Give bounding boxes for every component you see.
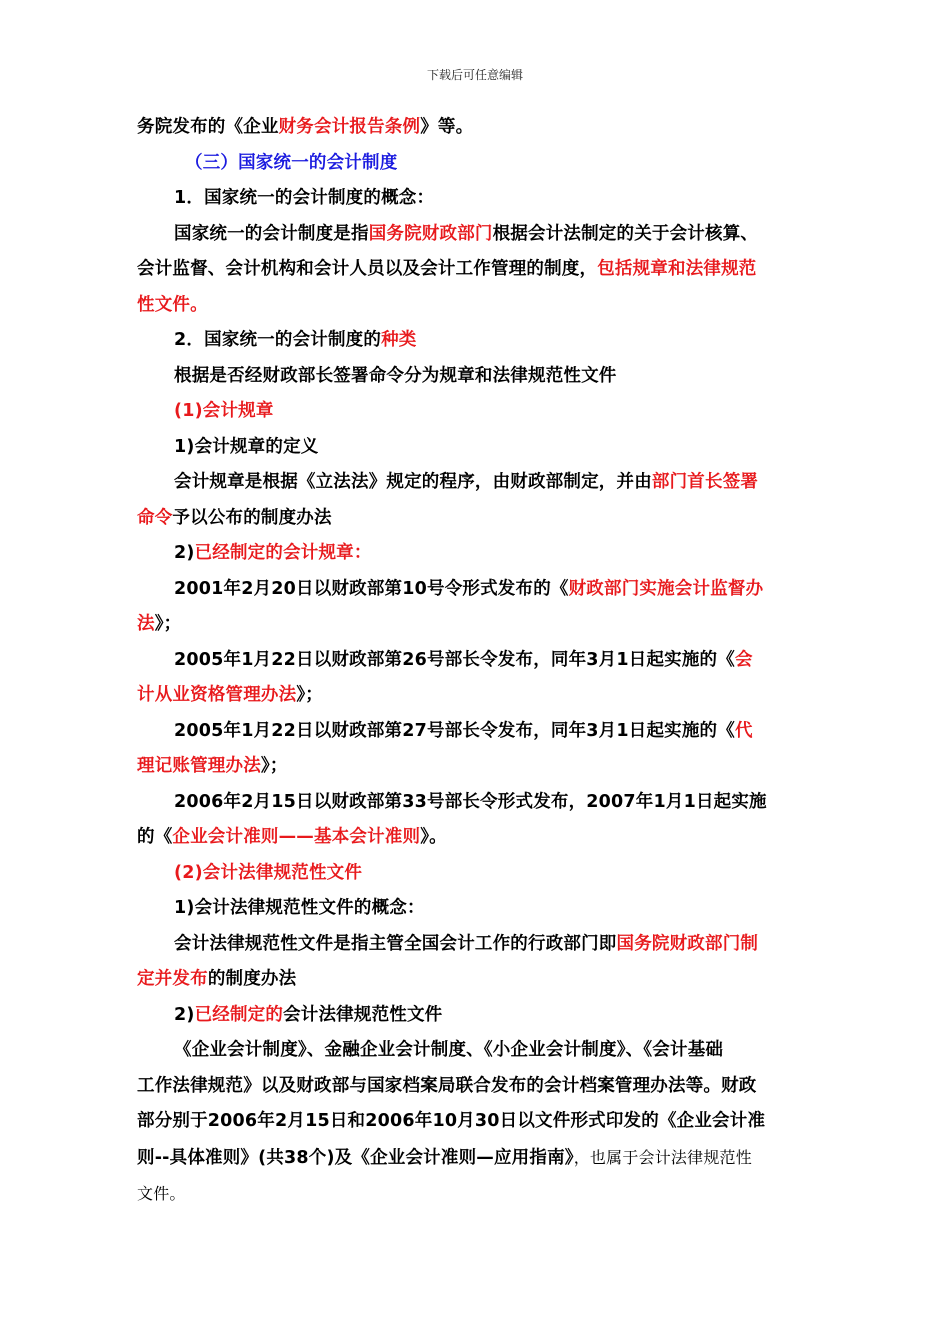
text-line: 性文件。 [137, 294, 208, 315]
item-subheading: 2)已经制定的会计规章： [174, 543, 372, 563]
text-line: 工作法律规范》以及财政部与国家档案局联合发布的会计档案管理办法等。财政 [137, 1075, 757, 1096]
text-line: 2005年1月22日以财政部第26号部长令发布，同年3月1日起实施的《会 [174, 649, 753, 670]
subsection-heading: 2．国家统一的会计制度的种类 [174, 330, 417, 350]
text-line: 根据是否经财政部长签署命令分为规章和法律规范性文件 [174, 365, 617, 386]
text-line: 定并发布的制度办法 [137, 969, 297, 989]
page-header: 下载后可任意编辑 [426, 68, 523, 82]
text-line: 部分别于2006年2月15日和2006年10月30日以文件形式印发的《企业会计准 [137, 1111, 766, 1131]
text-line: 会计规章是根据《立法法》规定的程序，由财政部制定，并由部门首长签署 [174, 472, 759, 492]
text-line: 会计法律规范性文件是指主管全国会计工作的行政部门即国务院财政部门制 [174, 933, 759, 954]
text-line: 命令予以公布的制度办法 [137, 507, 332, 528]
text-line: 《企业会计制度》、金融企业会计制度、《小企业会计制度》、《会计基础 [174, 1040, 724, 1060]
item-subheading: 2)已经制定的会计法律规范性文件 [174, 1004, 443, 1025]
text-line: 2001年2月20日以财政部第10号令形式发布的《财政部门实施会计监督办 [174, 578, 764, 599]
text-line: 2006年2月15日以财政部第33号部长令形式发布，2007年1月1日起实施 [174, 791, 767, 812]
text-line: 的《企业会计准则——基本会计准则》。 [137, 827, 447, 847]
item-heading: (1)会计规章 [174, 401, 274, 421]
section-heading: （三）国家统一的会计制度 [185, 152, 398, 173]
item-subheading: 1)会计法律规范性文件的概念： [174, 898, 425, 918]
text-line: 计从业资格管理办法》； [137, 685, 323, 705]
text-line: 2005年1月22日以财政部第27号部长令发布，同年3月1日起实施的《代 [174, 720, 753, 741]
text-line: 文件。 [137, 1184, 186, 1203]
document-body [137, 110, 817, 1212]
item-subheading: 1)会计规章的定义 [174, 436, 319, 457]
text-line: 国家统一的会计制度是指国务院财政部门根据会计法制定的关于会计核算、 [174, 223, 759, 244]
text-line: 理记账管理办法》； [137, 756, 288, 776]
text-line: 会计监督、会计机构和会计人员以及会计工作管理的制度，包括规章和法律规范 [137, 259, 757, 279]
subsection-heading: 1．国家统一的会计制度的概念： [174, 188, 435, 208]
text-line: 务院发布的《企业财务会计报告条例》等。 [137, 117, 474, 137]
text-line: 则--具体准则》(共38个)及《企业会计准则—应用指南》，也属于会计法律规范性 [137, 1147, 752, 1168]
item-heading: (2)会计法律规范性文件 [174, 862, 363, 883]
text-line: 法》； [137, 614, 182, 634]
